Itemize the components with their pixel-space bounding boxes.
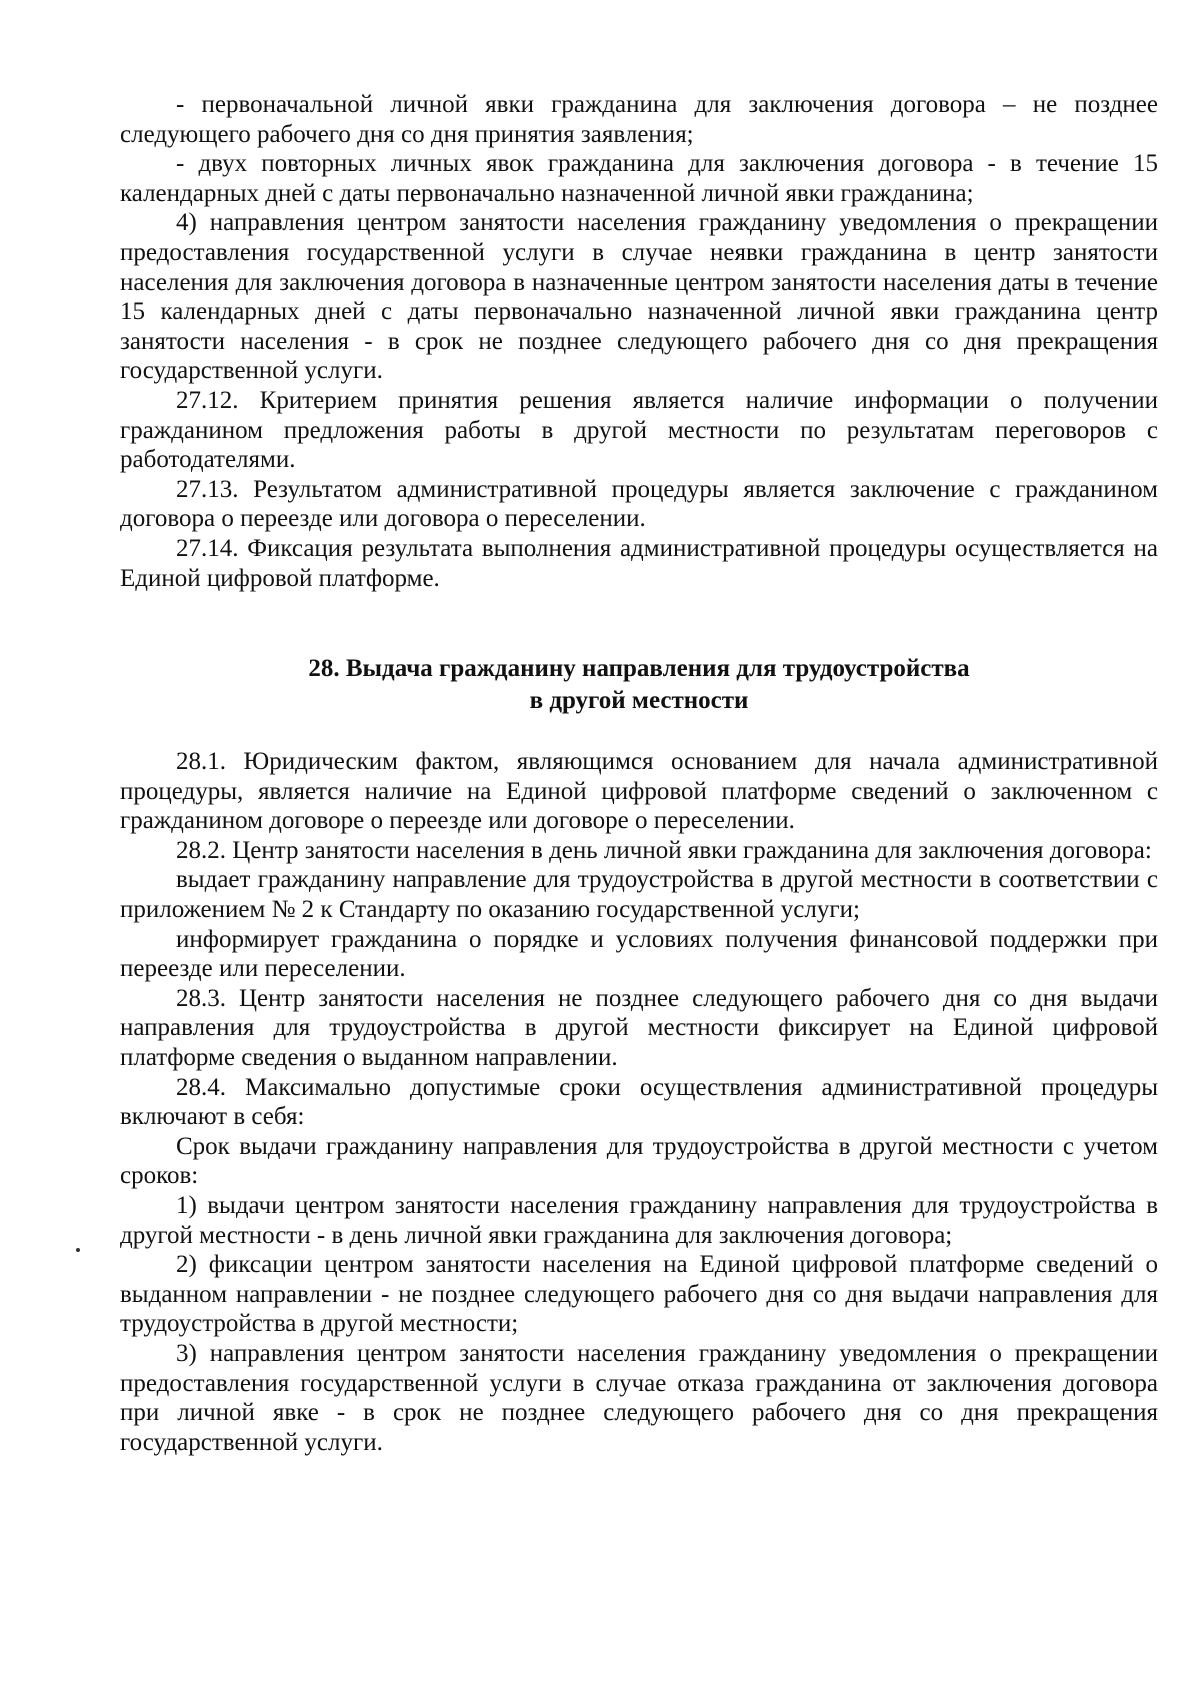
paragraph-27-14: 27.14. Фиксация результата выполнения административной процедуры осуществляется на Единой цифровой платформе.	[120, 534, 1158, 592]
paragraph-28-3: 28.3. Центр занятости населения не позднее следующего рабочего дня со дня выдачи направления для трудоустройства в другой местности фиксирует на Единой цифровой платформе сведения о выданном направлении.	[120, 984, 1158, 1072]
section-heading-line-2: в другой местности	[529, 687, 749, 715]
paragraph-deadline-item-3: 3) направления центром занятости населения гражданину уведомления о прекращении предоставления государственной услуги в случае отказа гражданина от заключения договора при личной явке - в срок не позднее следующего рабочего дня со дня прекращения государственной услуги.	[120, 1339, 1158, 1456]
paragraph-27-13: 27.13. Результатом административной процедуры является заключение с гражданином договора о переезде или договора о переселении.	[120, 475, 1158, 533]
spacer	[120, 593, 1158, 653]
paragraph-item-4: 4) направления центром занятости населения гражданину уведомления о прекращении предоставления государственной услуги в случае неявки гражданина в центр занятости населения для заключения договора в назначенные центром занятости населения даты в течение 15 календарных дней с даты первоначально назначенной личной явки гражданина центр занятости населения - в срок не позднее следующего рабочего дня со дня прекращения государственной услуги.	[120, 209, 1158, 385]
paragraph-27-12: 27.12. Критерием принятия решения является наличие информации о получении гражданином предложения работы в другой местности по результатам переговоров с работодателями.	[120, 386, 1158, 474]
paragraph-repeat-visits: - двух повторных личных явок гражданина для заключения договора - в течение 15 календарных дней с даты первоначально назначенной личной явки гражданина;	[120, 150, 1158, 207]
paragraph-initial-visit: - первоначальной личной явки гражданина для заключения договора – не позднее следующего рабочего дня со дня принятия заявления;	[120, 91, 1158, 148]
paragraph-28-4: 28.4. Максимально допустимые сроки осуществления административной процедуры включают в себя:	[120, 1073, 1158, 1131]
paragraph-deadline-item-2: 2) фиксации центром занятости населения на Единой цифровой платформе сведений о выданном направлении - не позднее следующего рабочего дня со дня выдачи направления для трудоустройства в другой местности;	[120, 1251, 1158, 1338]
document-body	[120, 90, 1158, 1457]
paragraph-issues-referral: выдает гражданину направление для трудоустройства в другой местности в соответствии с приложением № 2 к Стандарту по оказанию государственной услуги;	[120, 866, 1158, 924]
spacer	[120, 717, 1158, 747]
stray-dot-mark	[76, 1248, 80, 1252]
paragraph-28-1: 28.1. Юридическим фактом, являющимся основанием для начала административной процедуры, является наличие на Единой цифровой платформе сведений о заключенном с гражданином договоре о переезде или договоре о переселении.	[120, 748, 1158, 835]
paragraph-28-2: 28.2. Центр занятости населения в день личной явки гражданина для заключения договора:	[176, 836, 1152, 864]
section-heading-line-1: 28. Выдача гражданину направления для трудоустройства	[308, 655, 970, 683]
paragraph-deadline-item-1: 1) выдачи центром занятости населения гражданину направления для трудоустройства в другой местности - в день личной явки гражданина для заключения договора;	[120, 1192, 1158, 1249]
paragraph-informs-citizen: информирует гражданина о порядке и условиях получения финансовой поддержки при переезде или переселении.	[120, 925, 1158, 983]
paragraph-issue-deadline: Срок выдачи гражданину направления для трудоустройства в другой местности с учетом сроков:	[120, 1132, 1158, 1190]
